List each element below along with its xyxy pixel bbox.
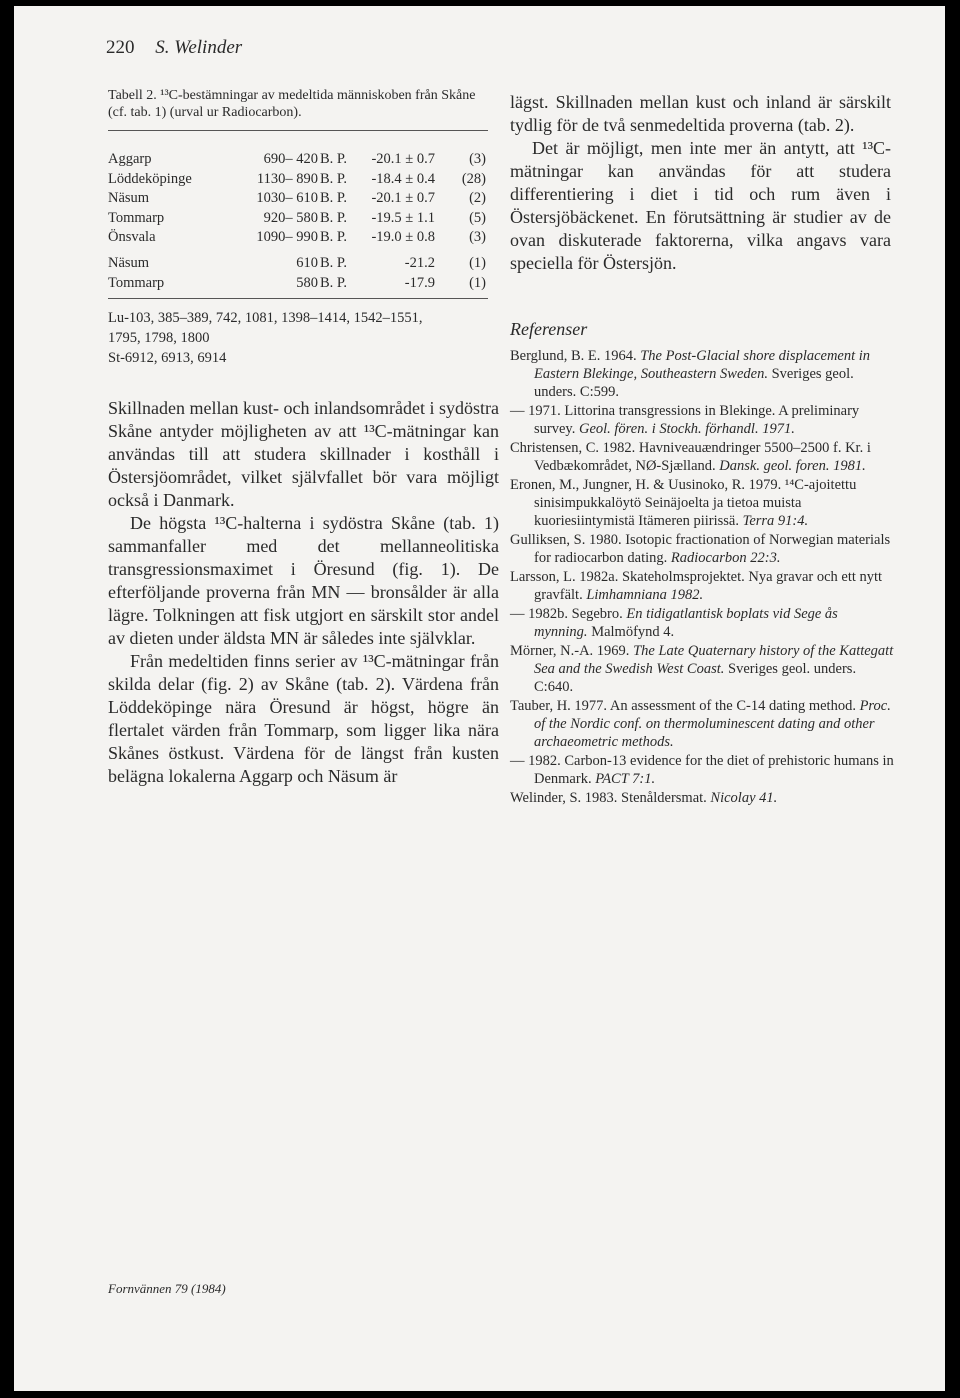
reference-text: Sveriges geol. unders. C:640. [534, 660, 857, 696]
years-cell: 920– 580 [263, 210, 318, 226]
reference-title: PACT 7:1. [595, 771, 656, 788]
bp-cell: B. P. [320, 275, 348, 291]
delta-value-cell: -20.1 ± 0.7 [371, 151, 435, 167]
reference-text: Larsson, L. 1982a. Skateholmsprojektet. Nya gravar och ett nytt gravfält. [510, 568, 883, 604]
reference-title: Limhamniana 1982. [586, 587, 704, 604]
delta-value-cell: -18.4 ± 0.4 [371, 171, 435, 187]
page [14, 6, 945, 1391]
lab-number-line: St-6912, 6913, 6914 [108, 350, 227, 366]
table-top-rule [108, 130, 488, 131]
sample-count-cell: (5) [469, 210, 486, 226]
reference-text: Tauber, H. 1977. An assessment of the C-14 dating method. [510, 697, 860, 714]
site-cell: Näsum [108, 255, 150, 271]
reference-text: Welinder, S. 1983. Stenåldersmat. [510, 789, 711, 806]
running-head-author: S. Welinder [155, 37, 243, 58]
reference-title: Geol. fören. i Stockh. förhandl. 1971. [578, 421, 795, 438]
delta-value-cell: -21.2 [404, 255, 435, 271]
page-number: 220 [106, 37, 135, 58]
reference-list [510, 347, 895, 808]
reference-text: Berglund, B. E. 1964. [510, 348, 641, 364]
site-cell: Näsum [108, 190, 150, 206]
reference-title: Radiocarbon 22:3. [670, 550, 781, 567]
bp-cell: B. P. [320, 210, 348, 226]
running-header [106, 37, 242, 59]
years-cell: 1030– 610 [256, 190, 318, 206]
reference-title: The Post-Glacial shore displacement in Eastern Blekinge, Southeastern Sweden. [534, 348, 871, 383]
right-column-text [510, 91, 891, 275]
bp-cell: B. P. [320, 190, 348, 206]
delta-value-cell: -19.0 ± 0.8 [371, 229, 435, 245]
sample-count-cell: (2) [469, 190, 486, 206]
site-cell: Önsvala [108, 229, 156, 245]
bp-cell: B. P. [320, 255, 348, 271]
sample-count-cell: (3) [469, 151, 486, 167]
site-cell: Tommarp [108, 275, 165, 291]
reference-text: Gulliksen, S. 1980. Isotopic fractionation of Norwegian materials for radiocarbon dating. [510, 532, 891, 567]
reference-entry [510, 752, 895, 788]
years-cell: 1130– 890 [256, 171, 318, 187]
reference-entry [510, 642, 895, 697]
reference-text: — 1971. Littorina transgressions in Blekinge. A preliminary survey. [510, 403, 860, 438]
reference-title: Dansk. geol. foren. 1981. [719, 458, 866, 475]
body-paragraph: lägst. Skillnaden mellan kust och inland är särskilt tydlig för de två senmedeltida proverna (tab. 2). [510, 92, 891, 135]
years-cell: 1090– 990 [256, 229, 318, 245]
reference-entry [510, 568, 895, 604]
table-row [108, 171, 494, 191]
reference-text: Sveriges geol. unders. C:599. [534, 366, 854, 401]
lab-number-line: 1795, 1798, 1800 [108, 330, 210, 346]
table-caption: Tabell 2. ¹³C-bestämningar av medeltida människoben från Skåne (cf. tab. 1) (urval ur Radiocarbon). [108, 88, 476, 120]
table-row [108, 255, 494, 275]
years-cell: 690– 420 [263, 151, 318, 167]
reference-entry [510, 531, 895, 567]
body-paragraph: Från medeltiden finns serier av ¹³C-mätningar från skilda delar (fig. 2) av Skåne (tab. 2). Värdena från Löddeköpinge nära Öresund är högst, högre än flertalet värden från Tommarp, som ligger lika nära Skånes östkust. Värdena för de längst från kusten belägna lokalerna Aggarp och Näsum är [108, 651, 499, 786]
table-row [108, 210, 494, 230]
sample-count-cell: (28) [461, 171, 486, 187]
reference-text: Mörner, N.-A. 1969. [510, 642, 634, 659]
reference-text: — 1982b. Segebro. [510, 605, 627, 622]
table-row [108, 190, 494, 210]
years-cell: 580 [296, 275, 318, 291]
years-cell: 610 [296, 255, 318, 271]
reference-entry [510, 402, 895, 438]
reference-entry [510, 439, 895, 475]
sample-count-cell: (3) [469, 229, 486, 245]
reference-title: Nicolay 41. [710, 789, 778, 806]
reference-text: Eronen, M., Jungner, H. & Uusinoko, R. 1979. ¹⁴C-ajoitettu sinisimpukkalöytö Seinäjoelta ja tietoa muista kuoriesiintymistä Itämeren piirissä. [510, 476, 857, 530]
reference-entry [510, 605, 895, 641]
references-heading: Referenser [510, 319, 588, 339]
journal-footer: Fornvännen 79 (1984) [108, 1281, 226, 1296]
sample-count-cell: (1) [469, 255, 486, 271]
delta-value-cell: -19.5 ± 1.1 [371, 210, 435, 226]
table-bottom-rule [108, 298, 488, 299]
delta-value-cell: -17.9 [404, 275, 435, 291]
lab-numbers [108, 308, 498, 368]
body-paragraph: Det är möjligt, men inte mer än antytt, att ¹³C-mätningar kan användas för att studera differentiering i diet i tid och rum även i Östersjöbäckenet. En förutsättning är studier av de ovan diskuterade faktorerna, vilka angavs vara speciella för Östersjön. [510, 138, 891, 273]
table-row [108, 275, 494, 295]
table-row [108, 151, 494, 171]
reference-entry [510, 476, 895, 531]
reference-title: The Late Quaternary history of the Kattegatt Sea and the Swedish West Coast. [534, 642, 894, 677]
left-column-text [108, 397, 499, 788]
reference-text: Christensen, C. 1982. Havniveauændringer 5500–2500 f. Kr. i Vedbækområdet, NØ-Sjælland. [510, 440, 871, 475]
delta-value-cell: -20.1 ± 0.7 [371, 190, 435, 206]
site-cell: Löddeköpinge [108, 171, 192, 187]
bp-cell: B. P. [320, 229, 348, 245]
reference-title: Terra 91:4. [742, 513, 809, 530]
body-paragraph: Skillnaden mellan kust- och inlandsområdet i sydöstra Skåne antyder möjligheten av att ¹³C-mätningar kan användas till att studera skillnader i kosthåll i Östersjöområdet, vilket självfallet bör vara möjligt också i Danmark. [108, 398, 499, 510]
reference-text: — 1982. Carbon-13 evidence for the diet of prehistoric humans in Denmark. [510, 752, 894, 788]
reference-entry [510, 789, 895, 807]
site-cell: Aggarp [108, 151, 152, 167]
bp-cell: B. P. [320, 171, 348, 187]
reference-text: Malmöfynd 4. [587, 624, 675, 641]
lab-number-line: Lu-103, 385–389, 742, 1081, 1398–1414, 1542–1551, [108, 310, 423, 326]
reference-title: En tidigatlantisk boplats vid Sege ås mynning. [534, 605, 838, 641]
bp-cell: B. P. [320, 151, 348, 167]
reference-entry [510, 347, 895, 402]
site-cell: Tommarp [108, 210, 165, 226]
table-row [108, 229, 494, 249]
sample-count-cell: (1) [469, 275, 486, 291]
reference-title: Proc. of the Nordic conf. on thermoluminescent dating and other archaeometric methods. [534, 697, 891, 751]
reference-entry [510, 697, 895, 752]
body-paragraph: De högsta ¹³C-halterna i sydöstra Skåne (tab. 1) sammanfaller med det mellanneolitiska transgressionsmaximet i Öresund (fig. 1). De efterföljande proverna från MN — bronsålder är alla lägre. Tolkningen att fisk utgjort en särskilt stor andel av dieten under äldsta MN är således inte självklar. [108, 513, 499, 648]
